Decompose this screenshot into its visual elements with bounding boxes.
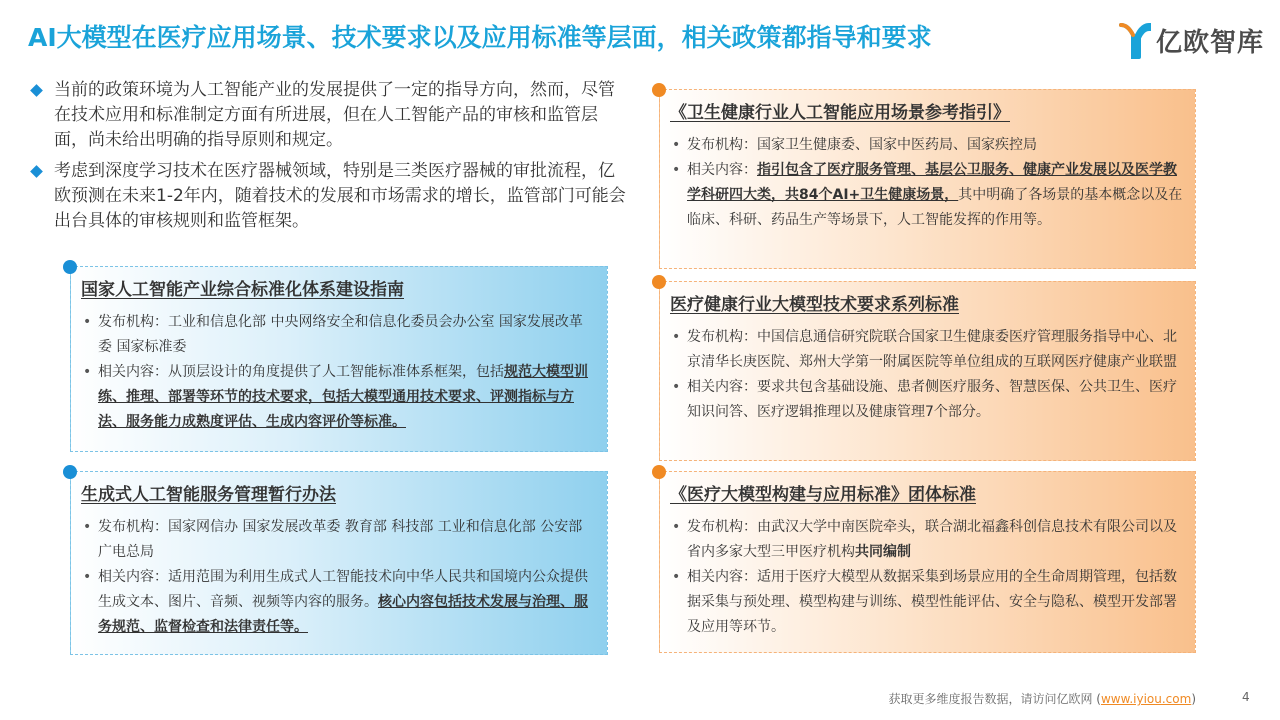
bullet-text: 相关内容：适用范围为利用生成式人工智能技术向中华人民共和国境内公众提供生成文本、图片、音频、视频等内容的服务。	[98, 569, 588, 610]
logo-text: 亿欧智库	[1156, 27, 1265, 58]
bullet-text: 发布机构：工业和信息化部 中央网络安全和信息化委员会办公室 国家发展改革委 国家标准委	[98, 314, 583, 355]
orange-dot-icon	[652, 83, 666, 97]
card-title: 国家人工智能产业综合标准化体系建设指南	[81, 280, 404, 300]
bullet-emphasis: 规范大模型训练、推理、部署等环节的技术要求，包括大模型通用技术要求、评测指标与方法、服务能力成熟度评估、生成内容评价等标准。	[98, 364, 588, 430]
card-bullet	[81, 310, 595, 360]
bullet-text: 相关内容：	[687, 162, 757, 178]
diamond-bullet-icon	[30, 165, 43, 178]
card-bullet	[81, 515, 595, 565]
logo-icon	[1118, 21, 1152, 59]
policy-card-llm-tech-standard	[659, 281, 1196, 461]
intro-text: 考虑到深度学习技术在医疗器械领域，特别是三类医疗器械的审批流程，亿欧预测在未来1-2年内，随着技术的发展和市场需求的增长，监管部门可能会出台具体的审核规则和监管框架。	[54, 161, 626, 231]
intro-item	[30, 159, 630, 234]
diamond-bullet-icon	[30, 84, 43, 97]
footer-text: 获取更多维度报告数据，请访问亿欧网 (	[888, 692, 1101, 706]
bullet-text: 相关内容：要求共包含基础设施、患者侧医疗服务、智慧医保、公共卫生、医疗知识问答、医疗逻辑推理以及健康管理7个部分。	[687, 379, 1177, 420]
bullet-emphasis: 共同编制	[855, 544, 911, 560]
orange-dot-icon	[652, 465, 666, 479]
policy-card-genai-measures	[70, 471, 608, 655]
intro-text: 当前的政策环境为人工智能产业的发展提供了一定的指导方向，然而，尽管在技术应用和标准制定方面有所进展，但在人工智能产品的审核和监管层面，尚未给出明确的指导原则和规定。	[54, 80, 615, 150]
bullet-emphasis: 指引包含了医疗服务管理、基层公卫服务、健康产业发展以及医学教学科研四大类，共84个AI+卫生健康场景，	[687, 162, 1177, 203]
page-title: AI大模型在医疗应用场景、技术要求以及应用标准等层面，相关政策都指导和要求	[28, 23, 932, 52]
intro-list	[30, 78, 630, 240]
footer-note	[888, 690, 1196, 707]
bullet-text: 相关内容：从顶层设计的角度提供了人工智能标准体系框架，包括	[98, 364, 504, 380]
card-title: 医疗健康行业大模型技术要求系列标准	[670, 295, 959, 315]
card-title: 《卫生健康行业人工智能应用场景参考指引》	[670, 103, 1010, 123]
card-bullet	[670, 375, 1183, 425]
card-bullet	[670, 325, 1183, 375]
card-bullet	[670, 515, 1183, 565]
blue-dot-icon	[63, 465, 77, 479]
card-bullet	[670, 565, 1183, 640]
card-title: 《医疗大模型构建与应用标准》团体标准	[670, 485, 976, 505]
bullet-text: 其中明确了各场景的基本概念以及在临床、科研、药品生产等场景下，人工智能发挥的作用等。	[687, 187, 1183, 228]
policy-card-health-ai-guide	[659, 89, 1196, 269]
bullet-emphasis: 核心内容包括技术发展与治理、服务规范、监督检查和法律责任等。	[98, 594, 588, 635]
card-bullet	[81, 360, 595, 435]
blue-dot-icon	[63, 260, 77, 274]
bullet-text: 发布机构：国家网信办 国家发展改革委 教育部 科技部 工业和信息化部 公安部 广电总局	[98, 519, 583, 560]
orange-dot-icon	[652, 275, 666, 289]
card-title: 生成式人工智能服务管理暂行办法	[81, 485, 336, 505]
bullet-text: 发布机构：中国信息通信研究院联合国家卫生健康委医疗管理服务指导中心、北京清华长庚医院、郑州大学第一附属医院等单位组成的互联网医疗健康产业联盟	[687, 329, 1177, 370]
intro-item	[30, 78, 630, 153]
footer-text-close: )	[1191, 692, 1196, 706]
logo	[1118, 20, 1264, 60]
bullet-text: 发布机构：国家卫生健康委、国家中医药局、国家疾控局	[687, 137, 1037, 153]
bullet-text: 相关内容：适用于医疗大模型从数据采集到场景应用的全生命周期管理，包括数据采集与预处理、模型构建与训练、模型性能评估、安全与隐私、模型开发部署及应用等环节。	[687, 569, 1177, 635]
page-number: 4	[1242, 690, 1250, 704]
policy-card-medical-llm-group-standard	[659, 471, 1196, 653]
bullet-text: 发布机构：由武汉大学中南医院牵头，联合湖北福鑫科创信息技术有限公司以及省内多家大型三甲医疗机构	[687, 519, 1177, 560]
policy-card-ai-standard	[70, 266, 608, 452]
card-bullet	[670, 158, 1183, 233]
card-bullet	[670, 133, 1183, 158]
footer-link[interactable]: www.iyiou.com	[1100, 692, 1192, 706]
card-bullet	[81, 565, 595, 640]
